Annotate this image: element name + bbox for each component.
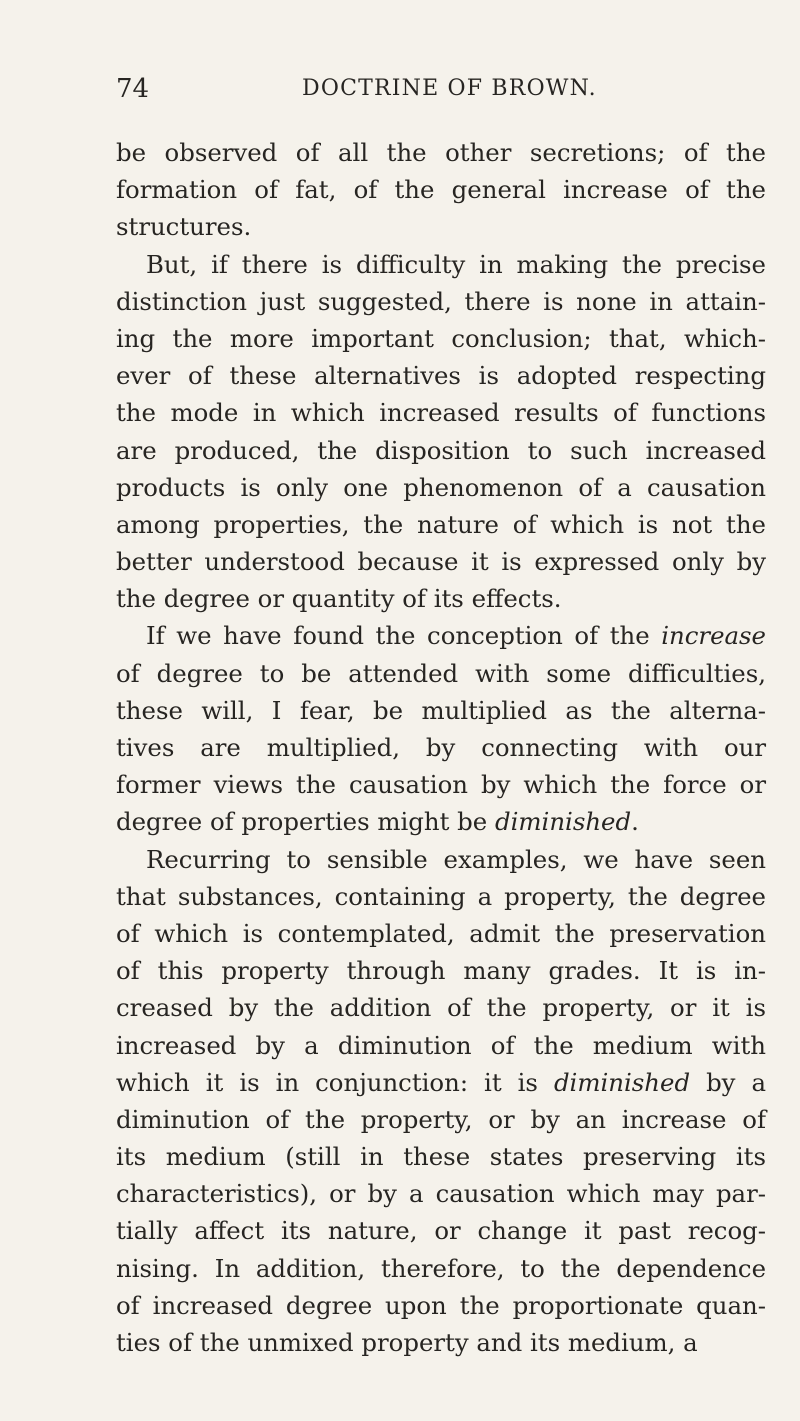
text-line: its medium (still in these states preserving its (116, 1142, 766, 1172)
text-line: Recurring to sensible examples, we have seen (146, 844, 766, 874)
text-line: better understood because it is expressed only by (116, 547, 766, 577)
text-line: the mode in which increased results of functions (116, 398, 766, 428)
running-title: DOCTRINE OF BROWN. (302, 76, 597, 101)
text-line: ties of the unmixed property and its medium, a (116, 1328, 698, 1357)
text-line: diminution of the property, or by an increase of (116, 1104, 766, 1134)
text-line: of this property through many grades. It is in- (116, 956, 766, 986)
text-line: the degree or quantity of its effects. (116, 584, 562, 614)
text-line: structures. (116, 212, 252, 242)
text-line: of increased degree upon the proportionate quan- (116, 1290, 766, 1320)
text-run: which it is in conjunction: it is (116, 1067, 554, 1097)
running-head (116, 72, 766, 106)
text-line: tially affect its nature, or change it past recog- (116, 1216, 766, 1246)
text-line: creased by the addition of the property, or it is (116, 993, 766, 1023)
page-number: 74 (116, 74, 150, 104)
text-run: If we have found the conception of the (146, 621, 662, 651)
text-line-with-emphasis (116, 617, 766, 654)
text-line: be observed of all the other secretions; of the (116, 138, 766, 167)
text-line: of degree to be attended with some difficulties, (116, 658, 766, 688)
text-line: nising. In addition, therefore, to the dependence (116, 1253, 766, 1283)
text-line: former views the causation by which the force or (116, 770, 766, 800)
text-line-with-emphasis (116, 1064, 766, 1101)
text-line: tives are multiplied, by connecting with our (116, 733, 766, 762)
text-line: But, if there is difficulty in making the precise (146, 249, 766, 279)
text-run: . (631, 807, 639, 837)
text-line: ever of these alternatives is adopted respecting (116, 361, 766, 391)
text-line-with-emphasis (116, 803, 766, 840)
emphasis-increase: increase (661, 621, 766, 651)
text-line: these will, I fear, be multiplied as the alterna- (116, 695, 766, 725)
text-line: products is only one phenomenon of a causation (116, 472, 766, 502)
text-line: increased by a diminution of the medium with (116, 1030, 766, 1060)
text-line: that substances, containing a property, the degree (116, 881, 766, 911)
text-run: by a (690, 1067, 766, 1097)
text-line: ing the more important conclusion; that, which- (116, 323, 766, 353)
text-line: among properties, the nature of which is not the (116, 509, 766, 539)
text-line: characteristics), or by a causation which may par- (116, 1179, 766, 1209)
emphasis-diminished: diminished (494, 807, 632, 837)
body-text (116, 134, 766, 1361)
text-line: distinction just suggested, there is none in attain- (116, 286, 766, 316)
text-line: formation of fat, of the general increase of the (116, 175, 766, 205)
text-line: of which is contemplated, admit the preservation (116, 918, 766, 948)
emphasis-diminished: diminished (553, 1067, 691, 1097)
text-run: degree of properties might be (116, 807, 495, 837)
text-line: are produced, the disposition to such increased (116, 435, 766, 465)
